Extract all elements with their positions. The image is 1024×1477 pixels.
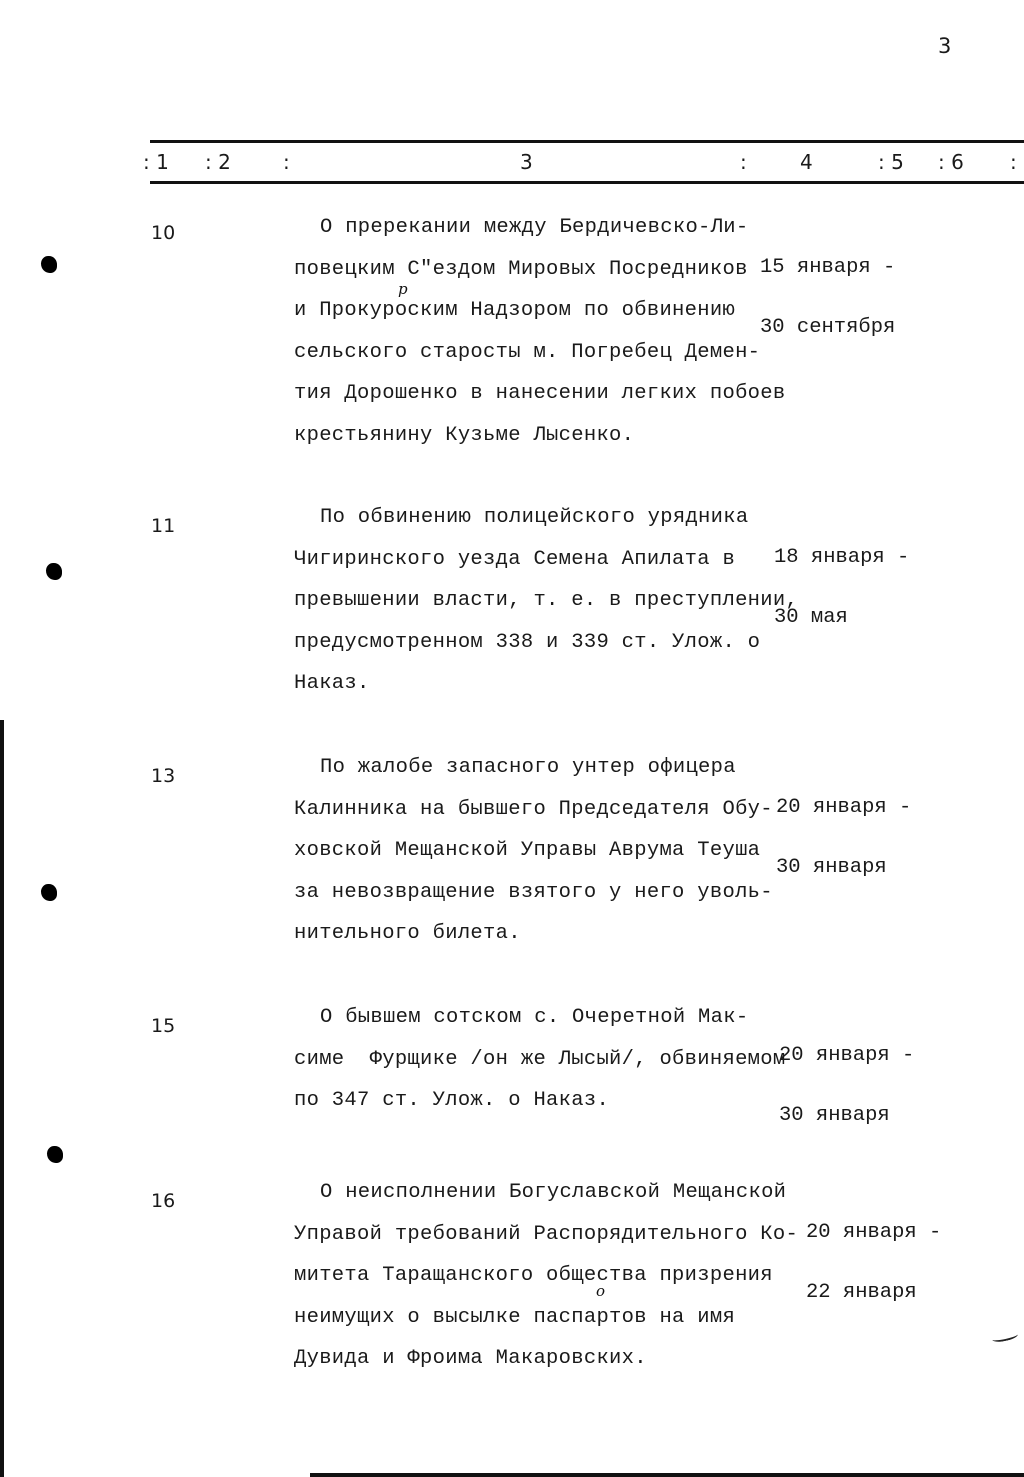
entry-number: 15 xyxy=(151,1015,176,1037)
column-separator: : xyxy=(740,150,747,174)
punch-hole-icon xyxy=(46,563,62,580)
column-4-header: 4 xyxy=(800,150,813,174)
date-start: 20 января - xyxy=(806,1221,942,1244)
entry-dates xyxy=(760,218,895,378)
column-separator: : xyxy=(283,150,290,174)
table-header-bottom-rule xyxy=(150,181,1024,184)
margin-pen-mark xyxy=(991,1330,1018,1343)
entry-dates xyxy=(774,508,909,668)
scan-edge-shadow xyxy=(0,720,4,1477)
date-end: 22 января xyxy=(806,1281,917,1304)
page-number: 3 xyxy=(938,34,952,58)
punch-hole-icon xyxy=(41,884,57,901)
scan-bottom-edge xyxy=(310,1473,1024,1477)
date-start: 18 января - xyxy=(774,546,910,569)
punch-hole-icon xyxy=(41,256,57,273)
entry-dates xyxy=(779,1006,914,1166)
date-end: 30 сентября xyxy=(760,316,896,339)
column-1-header: : 1 xyxy=(143,150,169,174)
date-start: 20 января - xyxy=(779,1044,915,1067)
date-end: 30 января xyxy=(776,856,887,879)
entry-dates xyxy=(776,758,911,918)
column-2-header: : 2 xyxy=(205,150,231,174)
entry-dates xyxy=(806,1183,941,1343)
date-start: 15 января - xyxy=(760,256,896,279)
column-3-header: 3 xyxy=(520,150,533,174)
handwritten-annotation: р xyxy=(398,280,408,298)
entry-description: О пререкании между Бердичевско-Ли- повецким С"ездом Мировых Посредников и Прокуроским Надзором по обвинению сельского старосты м. Погребец Демен- тия Дорошенко в нанесении легких побоев крестьянину Кузьме Лысенко. xyxy=(294,216,786,447)
entry-description: О неисполнении Богуславской Мещанской Управой требований Распорядительного Ко- митета Таращанского общества призрения неимущих о высылке паспартов на имя Дувида и Фроима Макаровских. xyxy=(294,1181,799,1370)
table-header-top-rule xyxy=(150,140,1024,143)
date-end: 30 мая xyxy=(774,606,848,629)
entry-description: По жалобе запасного унтер офицера Калинника на бывшего Председателя Обу- ховской Мещанской Управы Аврума Теуша за невозвращение взятого у него уволь- нительного билета. xyxy=(294,756,773,945)
date-start: 20 января - xyxy=(776,796,912,819)
entry-number: 16 xyxy=(151,1190,176,1212)
column-6-header: : 6 xyxy=(938,150,964,174)
entry-number: 11 xyxy=(151,515,176,537)
table-header xyxy=(0,150,1024,176)
entry-number: 13 xyxy=(151,765,176,787)
entry-description: О бывшем сотском с. Очеретной Мак- симе Фурщике /он же Лысый/, обвиняемом по 347 ст. Улож. о Наказ. xyxy=(294,1006,786,1112)
punch-hole-icon xyxy=(47,1146,63,1163)
entry-number: 10 xyxy=(151,222,176,244)
entry-description: По обвинению полицейского урядника Чигиринского уезда Семена Апилата в превышении власти, т. е. в преступлении, предусмотренном 338 и 339 ст. Улож. о Наказ. xyxy=(294,506,799,695)
column-separator: : xyxy=(1010,150,1017,174)
handwritten-annotation: о xyxy=(596,1282,606,1300)
date-end: 30 января xyxy=(779,1104,890,1127)
column-5-header: : 5 xyxy=(878,150,904,174)
